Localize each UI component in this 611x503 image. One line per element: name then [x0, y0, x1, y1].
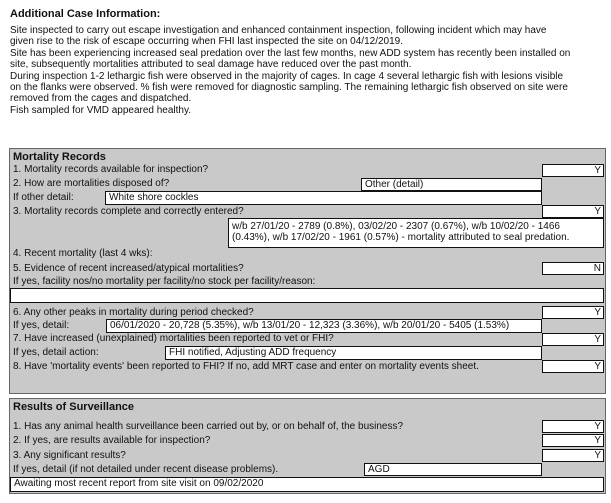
- mortality-q8-answer[interactable]: Y: [542, 360, 604, 373]
- disposal-method-field[interactable]: Other (detail): [361, 178, 542, 191]
- surveillance-q3: 3. Any significant results?: [13, 450, 126, 461]
- peaks-detail-field[interactable]: 06/01/2020 - 20,728 (5.35%), w/b 13/01/20 - 12,323 (3.36%), w/b 20/01/20 - 5405 (1.53%): [106, 319, 542, 333]
- mortality-q4: 4. Recent mortality (last 4 wks):: [13, 248, 153, 259]
- mortality-q5-answer[interactable]: N: [542, 262, 604, 275]
- surveillance-note-field[interactable]: Awaiting most recent report from site visit on 09/02/2020: [10, 477, 604, 492]
- surveillance-detail-label: If yes, detail (if not detailed under recent disease problems).: [13, 464, 279, 475]
- action-field[interactable]: FHI notified, Adjusting ADD frequency: [165, 346, 542, 360]
- additional-info-title: Additional Case Information:: [10, 8, 161, 20]
- surveillance-title: Results of Surveillance: [13, 401, 135, 413]
- mortality-q6: 6. Any other peaks in mortality during period checked?: [13, 307, 254, 318]
- mortality-q7-answer[interactable]: Y: [542, 333, 604, 346]
- surveillance-q1: 1. Has any animal health surveillance been carried out by, or on behalf of, the business?: [13, 421, 404, 432]
- mortality-q8: 8. Have 'mortality events' been reported to FHI? If no, add MRT case and enter on mortality events sheet.: [13, 361, 479, 372]
- surveillance-q2-answer[interactable]: Y: [542, 434, 604, 447]
- other-detail-field[interactable]: White shore cockles: [105, 191, 542, 205]
- surveillance-q1-answer[interactable]: Y: [542, 420, 604, 433]
- surveillance-q2: 2. If yes, are results available for inspection?: [13, 435, 211, 446]
- peaks-detail-label: If yes, detail:: [13, 320, 70, 331]
- mortality-title: Mortality Records: [13, 151, 106, 163]
- recent-mortality-field[interactable]: w/b 27/01/20 - 2789 (0.8%), 03/02/20 - 2307 (0.67%), w/b 10/02/20 - 1466 (0.43%), w/b 17/02/20 - 1961 (0.57%) - mortality attributed to seal predation.: [228, 218, 604, 248]
- mortality-q5: 5. Evidence of recent increased/atypical mortalities?: [13, 263, 244, 274]
- additional-info-text: Site inspected to carry out escape investigation and enhanced containment inspection, following incident which may have given rise to the risk of escape occurring when FHI last inspected the site on 04/12/2019. Site has been experiencing increased seal predation over the last few months, new ADD system has recently been installed on site, subsequently mortalities attributed to seal damage have reduced over the past month. During inspection 1-2 lethargic fish were observed in the majority of cages. In cage 4 several lethargic fish with lesions visible on the flanks were observed. % fish were removed for diagnostic sampling. The remaining lethargic fish observed on site were removed from the cages and dispatched. Fish sampled for VMD appeared healthy.: [10, 25, 571, 116]
- mortality-q5-follow: If yes, facility nos/no mortality per facility/no stock per facility/reason:: [13, 276, 316, 287]
- mortality-q6-answer[interactable]: Y: [542, 306, 604, 319]
- mortality-q1: 1. Mortality records available for inspection?: [13, 164, 209, 175]
- mortality-q5-follow-field[interactable]: [10, 288, 604, 303]
- mortality-q3: 3. Mortality records complete and correctly entered?: [13, 206, 244, 217]
- mortality-q2: 2. How are mortalities disposed of?: [13, 178, 170, 189]
- mortality-q3-answer[interactable]: Y: [542, 205, 604, 218]
- surveillance-q3-answer[interactable]: Y: [542, 449, 604, 462]
- action-label: If yes, detail action:: [13, 347, 99, 358]
- mortality-q1-answer[interactable]: Y: [542, 164, 604, 177]
- mortality-q7: 7. Have increased (unexplained) mortalities been reported to vet or FHI?: [13, 333, 334, 344]
- other-detail-label: If other detail:: [13, 192, 74, 203]
- surveillance-detail-field[interactable]: AGD: [364, 463, 542, 476]
